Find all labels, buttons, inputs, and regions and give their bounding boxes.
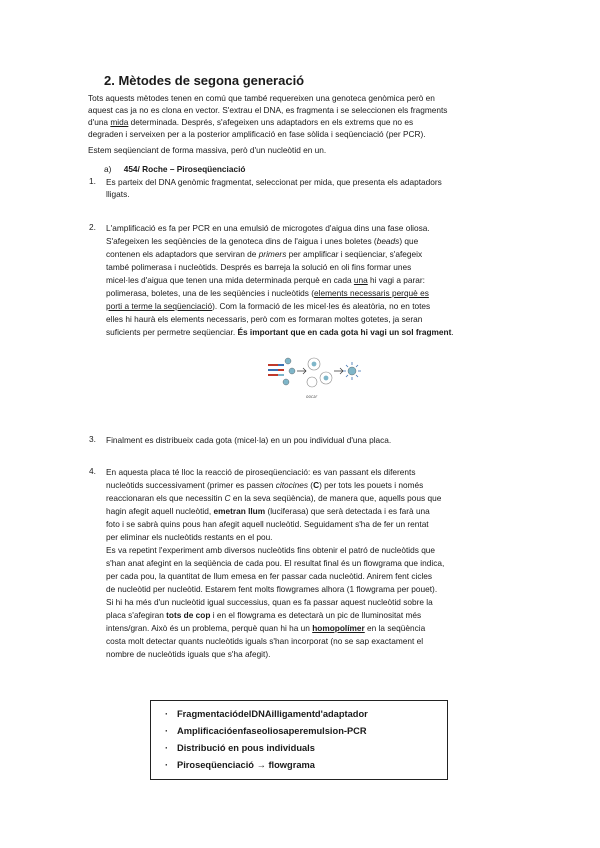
bullet-icon: · [165,760,169,770]
intro-line-5: Estem seqüenciant de forma massiva, però d'un nucleòtid en un. [88,145,327,155]
bold-statement: És important que en cada gota hi vagi un sol fragment [237,327,452,337]
text: per amplificar i seqüenciar, s'afegeix [286,249,423,259]
intro-line-2: aquest cas ja no es clona en vector. S'extrau el DNA, es fragmenta i se seleccionen els fragments [88,105,448,115]
intro-line-3 [88,116,509,129]
item-1-line: lligats. [106,189,130,199]
item-4-line: foto i se sabrà quins pous han afegit aquell nucleòtid. Seguidament s'ha de fer un rentat [106,519,429,529]
item-2-line [106,287,511,300]
bold-letter: C [313,480,320,490]
summary-text: Distribució en pous individuals [177,743,315,753]
bold-underlined-term: homopolímer [312,623,365,633]
figure-caption: oocar [306,394,318,399]
item-2-line: també polimerasa i nucleòtids. Després es barreja la solució en oli fins formar unes [106,262,412,272]
summary-item [165,760,315,770]
arrow-icon [334,368,343,374]
arrow-icon [297,368,306,374]
item-2-line [106,326,511,339]
underlined-word: mida [110,117,129,127]
section-heading: 2. Mètodes de segona generació [104,73,305,88]
item-4-line: En aquesta placa té lloc la reacció de piroseqüenciació: es van passant els diferents [106,467,416,477]
item-2-line: elles hi haurà els elements necessaris, però com es formaran moltes gotetes, ja seran [106,314,423,324]
summary-text: Amplificacióenfaseoliosaperemulsion-PCR [177,726,367,736]
intro-line-1: Tots aquests mètodes tenen en comú que també requereixen una genoteca genòmica però en [88,93,435,103]
item-2-line [106,235,511,248]
italic-term: beads [376,236,400,246]
bullet-icon: · [165,726,169,736]
item-number: 4. [89,466,96,476]
text: reaccionaran els que necessitin [106,493,225,503]
text: ) que [399,236,419,246]
item-number: 1. [89,176,96,186]
text: en la seva seqüència), de manera que, aquells pous que [230,493,442,503]
text: hi vagi a parar: [367,275,425,285]
droplet-icon [307,358,332,387]
item-2-line [106,300,511,313]
item-2-line [106,248,511,261]
text: polimerasa, boletes, una de les seqüències i nucleòtids ( [106,288,315,298]
item-4-line [106,492,511,505]
text: S'afegeixen les seqüències de la genoteca dins de l'aigua i unes boletes ( [106,236,377,246]
text: i en el flowgrama es detectarà un pic de lluminositat més [210,610,422,620]
summary-box [150,700,448,780]
summary-item [165,726,367,736]
text: micel·les d'aigua que tenen una mida determinada perquè en cada [106,275,354,285]
item-1-line: Es parteix del DNA genòmic fragmentat, seleccionat per mida, que presenta els adaptadors [106,177,442,187]
underlined-word: una [353,275,368,285]
text: (luciferasa) que serà detectada i es farà una [265,506,430,516]
item-2-line: L'amplificació es fa per PCR en una emulsió de microgotes d'aigua dins una fase oliosa. [106,223,430,233]
text: nucleòtids successivament (primer es passen [106,480,276,490]
summary-text: FragmentaciódelDNAilligamentd'adaptador [177,709,368,719]
summary-text: Piroseqüenciació → flowgrama [177,760,315,770]
text: placa s'afegiran [106,610,167,620]
summary-item [165,743,315,753]
item-4-line [106,609,511,622]
text: hagin afegit aquell nucleòtid, [106,506,214,516]
item-4-line: Es va repetint l'experiment amb diversos nucleòtids fins obtenir el patró de nucleòtids que [106,545,436,555]
underlined-phrase: porti a terme la seqüenciació [106,301,213,311]
bold-term: emetran llum [213,506,266,516]
intro-text: d'una [88,117,111,127]
italic-letter: C [224,493,231,503]
item-4-line: costa molt detectar quants nucleòtids iguals s'han incorporat (no se sap exactament el [106,636,424,646]
bead-icon [283,358,295,385]
item-4-line: nombre de nucleòtids iguals que s'ha afegit). [106,649,271,659]
intro-text: determinada. Després, s'afegeixen uns adaptadors en els extrems que no es [128,117,414,127]
text: contenen els adaptadors que serviran de [106,249,259,259]
text: en la seqüència [364,623,426,633]
bullet-icon: · [165,709,169,719]
subheading [104,163,464,176]
item-4-line [106,479,511,492]
item-3-line: Finalment es distribueix cada gota (micel·la) en un pou individual d'una placa. [106,435,392,445]
item-number: 2. [89,222,96,232]
text: ( [307,480,314,490]
item-4-line: per eliminar els nucleòtids restants en el pou. [106,532,273,542]
italic-term: citocines [275,480,308,490]
dna-fragments-illustration [268,364,284,376]
summary-item [165,709,368,719]
text: ) per tots les pouets i només [319,480,424,490]
subheading-marker: a) [104,164,112,174]
bold-term: tots de cop [166,610,211,620]
item-4-line [106,505,511,518]
underlined-phrase: elements necessaris perquè es [314,288,429,298]
text: ). Com la formació de les micel·les és aleatòria, no en totes [212,301,431,311]
item-4-line: Si hi ha més d'un nucleòtid igual successius, quan es fa passar aquest nucleòtid sobre la [106,597,433,607]
item-4-line: de nucleòtid per nucleòtid. Estarem fent molts flowgrames alhora (1 flowgrama per pouet). [106,584,438,594]
subheading-label: 454/ Roche – Piroseqüenciació [123,164,246,174]
item-4-line: per cada pou, la quantitat de llum emesa en fer passar cada nucleòtid. Anirem fent cicles [106,571,433,581]
intro-line-4: degraden i serveixen per a la posterior amplificació en fase sòlida i seqüenciació (per PCR). [88,129,426,139]
item-number: 3. [89,434,96,444]
italic-term: primers [258,249,287,259]
amplified-bead-icon [343,362,361,380]
item-2-line [106,274,511,287]
item-4-line [106,622,511,635]
text: intens/gran. Això és un problema, perquè quan hi ha un [106,623,313,633]
bullet-icon: · [165,743,169,753]
text: . [451,327,454,337]
emulsion-pcr-figure [266,354,362,416]
text: suficients per permetre seqüenciar. [106,327,238,337]
item-4-line: s'han anat afegint en la seqüència de cada pou. El resultat final és un flowgrama que indica, [106,558,445,568]
